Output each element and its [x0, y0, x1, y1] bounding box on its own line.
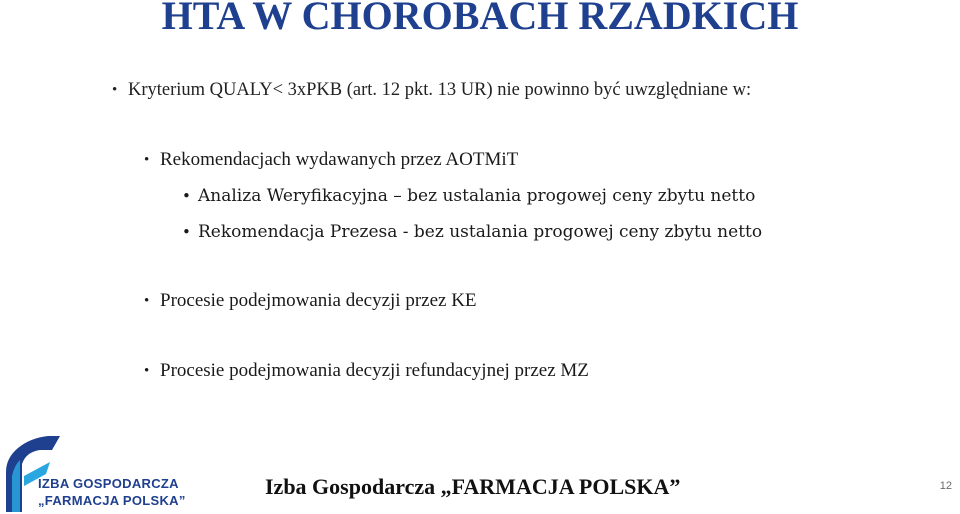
bullet-level2-ke [144, 290, 477, 312]
page-number: 12 [939, 480, 952, 492]
footer-organization: Izba Gospodarcza „FARMACJA POLSKA” [265, 474, 681, 499]
logo-text-line2: „FARMACJA POLSKA” [38, 493, 186, 508]
logo-text-line1: IZBA GOSPODARCZA [38, 476, 179, 491]
bullet-dot: • [182, 187, 191, 205]
bullet-text: Procesie podejmowania decyzji przez KE [160, 290, 477, 311]
bullet-dot: • [182, 223, 191, 241]
bullet-dot: • [144, 152, 150, 168]
bullet-level1-qualy [112, 79, 752, 101]
slide-title: HTA W CHOROBACH RZADKICH [161, 0, 799, 38]
bullet-level2-mz [144, 360, 589, 382]
bullet-text: Analiza Weryfikacyjna – bez ustalania progowej ceny zbytu netto [198, 186, 756, 206]
bullet-text: Rekomendacjach wydawanych przez AOTMiT [160, 149, 519, 170]
bullet-dot: • [144, 363, 150, 379]
bullet-dot: • [144, 293, 150, 309]
bullet-text: Rekomendacja Prezesa - bez ustalania progowej ceny zbytu netto [198, 222, 763, 242]
bullet-level3-analiza [182, 185, 756, 207]
bullet-text: Kryterium QUALY< 3xPKB (art. 12 pkt. 13 UR) nie powinno być uwzględniane w: [128, 80, 752, 100]
bullet-level2-aotmit [144, 149, 519, 171]
bullet-dot: • [112, 82, 118, 98]
bullet-text: Procesie podejmowania decyzji refundacyjnej przez MZ [160, 360, 589, 381]
bullet-level3-rekomendacja [182, 221, 763, 243]
